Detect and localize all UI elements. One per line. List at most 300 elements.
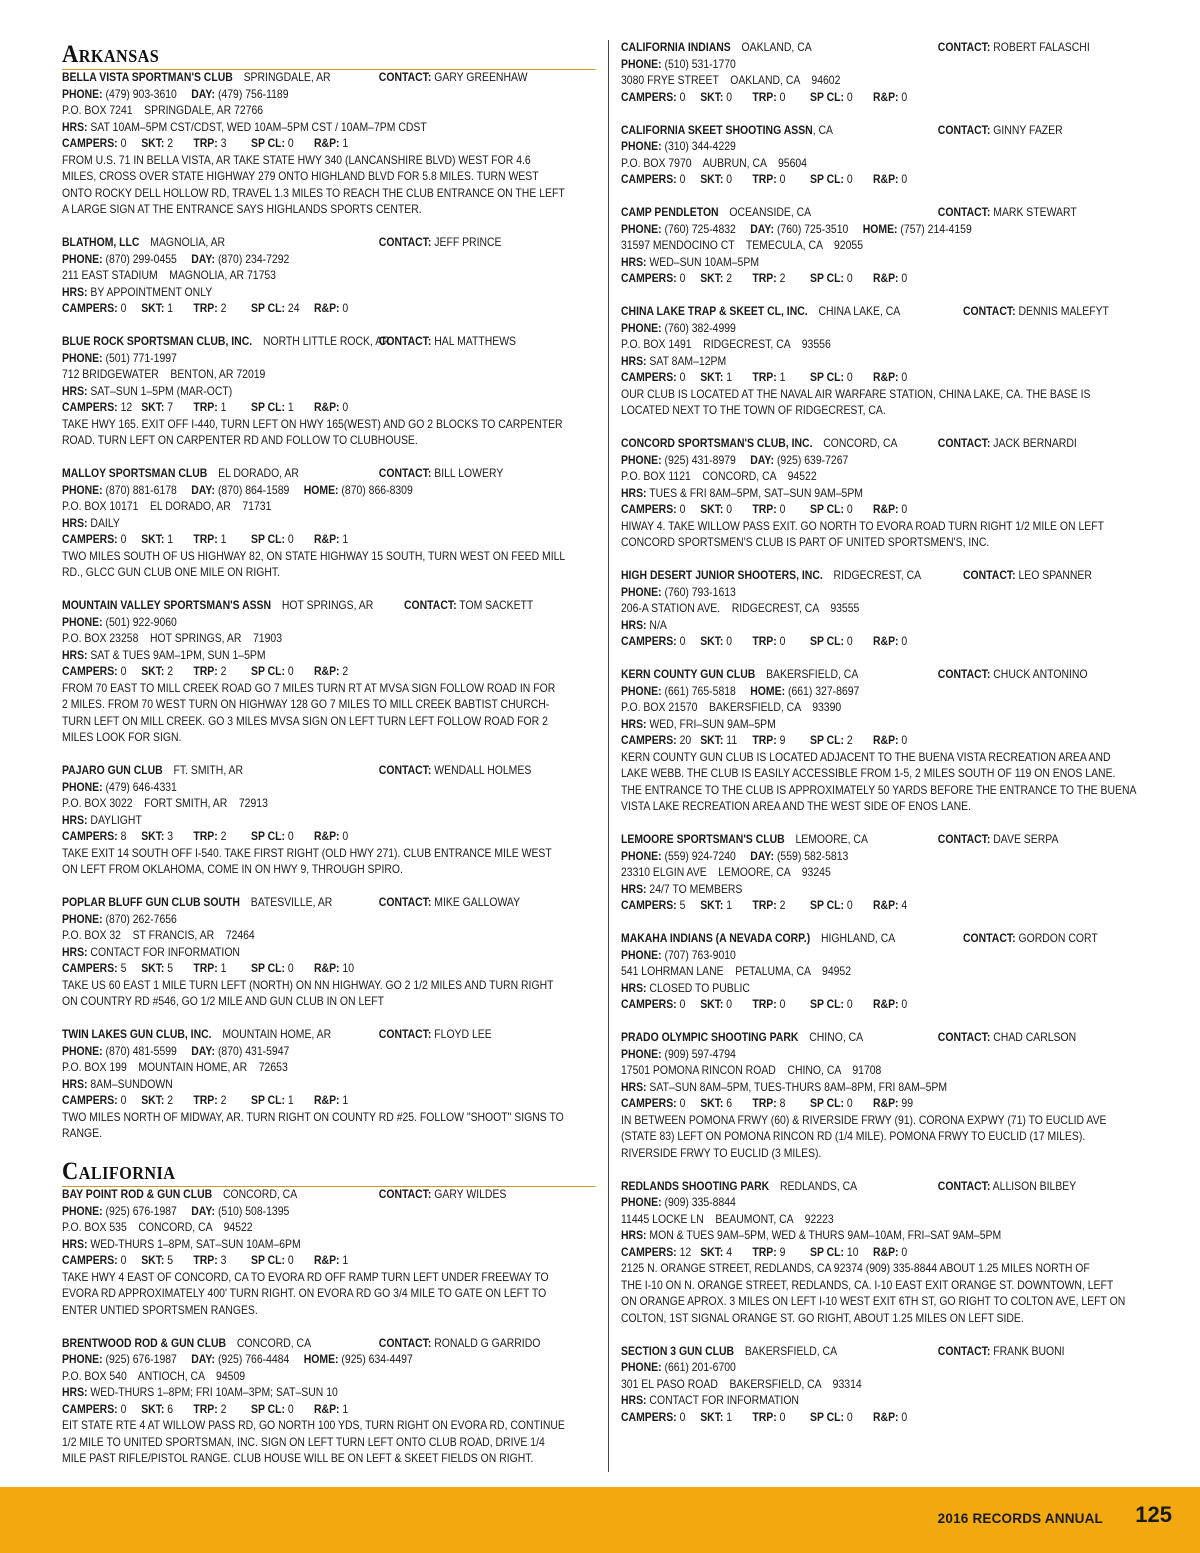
count-value: 0	[287, 533, 294, 546]
directions-line: ON LEFT FROM OKLAHOMA, COME IN ON HWY 9, THROUGH SPIRO.	[62, 863, 403, 876]
count-value: 5	[167, 1254, 174, 1267]
count-trp	[193, 400, 251, 417]
address-row	[62, 796, 596, 813]
left-column	[62, 40, 596, 1484]
count-value: 2	[167, 665, 174, 678]
field-label: PHONE:	[621, 222, 662, 236]
field-label: TRP:	[752, 998, 777, 1011]
field-label: TRP:	[752, 503, 777, 516]
club-city: BATESVILLE, AR	[250, 896, 333, 909]
count-skt	[700, 1410, 752, 1427]
field-label: SP CL:	[810, 1097, 845, 1110]
footer-bar	[0, 1487, 1200, 1553]
field-label: HRS:	[62, 1077, 88, 1091]
count-trp	[752, 1096, 810, 1113]
count-value: 0	[726, 90, 733, 104]
count-value: 0	[846, 371, 853, 384]
count-rp	[873, 502, 909, 519]
count-value: 0	[679, 635, 686, 648]
count-value: 24	[287, 302, 300, 315]
field-label: R&P:	[873, 90, 899, 104]
field-label: HRS:	[621, 486, 647, 500]
count-rp	[873, 370, 909, 387]
directions-line: RD., GLCC GUN CLUB ONE MILE ON RIGHT.	[62, 566, 280, 579]
field-label: SKT:	[700, 635, 724, 648]
club-address: P.O. BOX 21570 BAKERSFIELD, CA 93390	[621, 701, 842, 714]
hours-row	[621, 1393, 1155, 1410]
count-value: 0	[120, 137, 127, 150]
day-phone: (870) 234-7292	[217, 252, 290, 266]
count-rp	[314, 1093, 350, 1110]
contact-name: LEO SPANNER	[1018, 569, 1092, 582]
club-listing	[62, 895, 596, 1011]
field-label: CONTACT:	[937, 437, 991, 450]
field-label: SP CL:	[810, 734, 845, 747]
count-spcl	[251, 400, 314, 417]
field-label: R&P:	[314, 401, 340, 414]
count-spcl	[251, 829, 314, 846]
count-trp	[752, 90, 810, 107]
club-address: P.O. BOX 1491 RIDGECREST, CA 93556	[621, 338, 831, 351]
field-label: PHONE:	[621, 57, 662, 71]
phone-row	[62, 1352, 596, 1369]
count-value: 8	[120, 830, 127, 843]
count-value: 0	[679, 998, 686, 1011]
count-campers	[62, 136, 141, 153]
hours-row	[621, 255, 1155, 272]
count-skt	[141, 1093, 193, 1110]
phone-row	[62, 1044, 596, 1061]
club-contact	[404, 598, 533, 615]
club-address: P.O. BOX 3022 FORT SMITH, AR 72913	[62, 797, 268, 810]
hours-row	[62, 384, 596, 401]
count-value: 0	[901, 503, 908, 516]
fields-row	[62, 532, 596, 549]
field-label: SKT:	[700, 998, 724, 1011]
directions-line: ONTO ROCKY DELL HOLLOW RD, TRAVEL 1.3 MILES TO REACH THE CLUB ENTRANCE ON THE LEFT	[62, 186, 565, 200]
club-city: CONCORD, CA	[222, 1188, 298, 1201]
field-label: SKT:	[141, 665, 165, 678]
club-address: 23310 ELGIN AVE LEMOORE, CA 93245	[621, 866, 831, 879]
contact-name: CHUCK ANTONINO	[993, 668, 1088, 681]
count-trp	[752, 1245, 810, 1262]
fields-row	[621, 1410, 1155, 1427]
field-label: CONTACT:	[963, 569, 1016, 582]
count-campers	[62, 400, 141, 417]
club-hours: SAT–SUN 8AM–5PM, TUES-THURS 8AM–8PM, FRI 8AM–5PM	[649, 1080, 948, 1094]
count-spcl	[251, 301, 314, 318]
field-label: SKT:	[700, 503, 724, 516]
count-rp	[314, 532, 350, 549]
directions-line: LAKE WEBB. THE CLUB IS EASILY ACCESSIBLE FROM 1-5, 2 MILES SOUTH OF 119 ON ENOS LANE.	[621, 767, 1116, 780]
count-value: 1	[220, 401, 227, 414]
club-contact	[938, 123, 1063, 140]
contact-name: MIKE GALLOWAY	[434, 896, 521, 909]
field-label: HRS:	[62, 120, 88, 134]
club-hours: WED, FRI–SUN 9AM–5PM	[649, 717, 776, 731]
club-listing	[621, 667, 1155, 816]
fields-row	[62, 1402, 596, 1419]
field-label: R&P:	[314, 1402, 340, 1416]
field-label: SP CL:	[810, 173, 845, 186]
count-campers	[621, 1410, 700, 1427]
count-skt	[700, 90, 752, 107]
address-row	[621, 1063, 1155, 1080]
address-row	[62, 631, 596, 648]
count-campers	[621, 90, 700, 107]
directions-line: TAKE HWY 4 EAST OF CONCORD, CA TO EVORA RD OFF RAMP TURN LEFT UNDER FREEWAY TO	[62, 1270, 549, 1284]
phone-number: (925) 676-1987	[105, 1353, 177, 1366]
field-label: CAMPERS:	[62, 302, 118, 315]
fields-row	[621, 634, 1155, 651]
contact-name: ROBERT FALASCHI	[993, 41, 1090, 54]
count-trp	[752, 898, 810, 915]
fields-row	[621, 997, 1155, 1014]
field-label: CONTACT:	[963, 932, 1016, 945]
directions-line: CONCORD SPORTSMEN'S CLUB IS PART OF UNITED SPORTSMEN'S, INC.	[621, 536, 990, 549]
home-phone: (925) 634-4497	[341, 1353, 413, 1366]
field-label: DAY:	[191, 1353, 216, 1366]
count-value: 3	[220, 137, 227, 150]
field-label: SP CL:	[251, 962, 286, 975]
club-city: CHINO, CA	[809, 1031, 864, 1044]
directions-line: TAKE HWY 165. EXIT OFF I-440, TURN LEFT ON HWY 165(WEST) AND GO 2 BLOCKS TO CARPENTER	[62, 417, 563, 431]
count-spcl	[810, 997, 873, 1014]
count-spcl	[810, 172, 873, 189]
club-header-row	[621, 123, 1155, 140]
field-label: SP CL:	[251, 533, 286, 546]
count-spcl	[810, 898, 873, 915]
club-city: OCEANSIDE, CA	[729, 206, 812, 219]
contact-name: GARY WILDES	[434, 1188, 507, 1201]
club-contact	[938, 205, 1077, 222]
count-skt	[141, 532, 193, 549]
count-value: 8	[779, 1097, 786, 1110]
count-value: 1	[779, 371, 786, 384]
hours-row	[62, 1237, 596, 1254]
phone-number: (760) 793-1613	[664, 585, 736, 599]
field-label: CONTACT:	[937, 206, 991, 219]
club-listing	[62, 1336, 596, 1468]
count-value: 2	[220, 1094, 227, 1107]
count-value: 5	[120, 962, 127, 975]
field-label: PHONE:	[62, 780, 103, 794]
field-label: HRS:	[62, 945, 88, 959]
club-city: LEMOORE, CA	[795, 833, 868, 846]
field-label: TRP:	[193, 1094, 218, 1107]
count-skt	[141, 136, 193, 153]
club-header-row	[62, 1187, 596, 1204]
field-label: SP CL:	[251, 1094, 286, 1107]
count-value: 0	[901, 1245, 908, 1259]
count-skt	[700, 634, 752, 651]
count-skt	[700, 370, 752, 387]
field-label: SKT:	[700, 90, 724, 104]
address-row	[621, 73, 1155, 90]
field-label: CAMPERS:	[621, 1410, 677, 1424]
count-skt	[700, 898, 752, 915]
count-spcl	[251, 1402, 314, 1419]
hours-row	[621, 1228, 1155, 1245]
club-name: CALIFORNIA SKEET SHOOTING ASSN	[621, 123, 813, 137]
day-phone: (870) 431-5947	[217, 1044, 290, 1058]
count-campers	[621, 172, 700, 189]
count-skt	[141, 961, 193, 978]
field-label: SP CL:	[251, 137, 286, 150]
field-label: DAY:	[191, 1044, 216, 1058]
field-label: SP CL:	[251, 1402, 286, 1416]
field-label: SKT:	[141, 1402, 165, 1416]
directions-line: ON ORANGE APROX. 3 MILES ON LEFT I-10 WEST EXIT 6TH ST, GO RIGHT TO COLTON AVE, LEFT ON	[621, 1295, 1126, 1308]
field-label: CONTACT:	[378, 896, 432, 909]
phone-number: (707) 763-9010	[664, 948, 736, 962]
field-label: R&P:	[873, 899, 899, 912]
club-contact	[379, 466, 503, 483]
count-skt	[141, 1402, 193, 1419]
hours-row	[62, 813, 596, 830]
field-label: SP CL:	[810, 272, 845, 285]
club-contact	[379, 334, 516, 351]
count-value: 0	[120, 1094, 127, 1107]
count-trp	[193, 829, 251, 846]
field-label: TRP:	[193, 1402, 218, 1416]
field-label: SP CL:	[251, 665, 286, 678]
field-label: PHONE:	[621, 453, 662, 467]
field-label: PHONE:	[621, 849, 662, 863]
count-value: 0	[779, 90, 786, 104]
address-row	[62, 103, 596, 120]
count-value: 0	[342, 401, 349, 414]
phone-row	[621, 684, 1155, 701]
phone-row	[62, 780, 596, 797]
field-label: TRP:	[193, 665, 218, 678]
club-listing	[621, 205, 1155, 288]
count-value: 0	[287, 830, 294, 843]
directions-line: KERN COUNTY GUN CLUB IS LOCATED ADJACENT TO THE BUENA VISTA RECREATION AREA AND	[621, 750, 1111, 764]
count-value: 0	[846, 503, 853, 516]
count-value: 1	[342, 137, 349, 150]
field-label: DAY:	[750, 222, 775, 236]
club-listing	[621, 40, 1155, 106]
field-label: PHONE:	[62, 87, 103, 101]
count-value: 0	[679, 503, 686, 516]
club-header-row	[62, 1027, 596, 1044]
count-skt	[141, 1253, 193, 1270]
address-row	[621, 238, 1155, 255]
club-address: P.O. BOX 1121 CONCORD, CA 94522	[621, 470, 817, 483]
count-value: 20	[679, 734, 692, 747]
count-value: 0	[287, 665, 294, 678]
count-value: 0	[342, 830, 349, 843]
count-value: 0	[679, 90, 686, 104]
count-value: 1	[342, 533, 349, 546]
fields-row	[62, 829, 596, 846]
hours-row	[62, 285, 596, 302]
address-row	[621, 601, 1155, 618]
count-rp	[873, 733, 909, 750]
club-city: NORTH LITTLE ROCK, AR	[262, 335, 390, 348]
count-value: 6	[167, 1402, 174, 1416]
address-row	[621, 865, 1155, 882]
phone-row	[621, 57, 1155, 74]
field-label: SKT:	[700, 173, 724, 186]
club-contact	[963, 931, 1098, 948]
hours-row	[62, 945, 596, 962]
count-trp	[752, 271, 810, 288]
count-value: 3	[220, 1254, 227, 1267]
count-value: 2	[779, 272, 786, 285]
count-spcl	[251, 961, 314, 978]
field-label: CAMPERS:	[621, 1245, 677, 1259]
club-address: P.O. BOX 7241 SPRINGDALE, AR 72766	[62, 104, 264, 117]
club-header-row	[62, 235, 596, 252]
directions-line: OUR CLUB IS LOCATED AT THE NAVAL AIR WARFARE STATION, CHINA LAKE, CA. THE BASE IS	[621, 387, 1091, 401]
club-listing	[621, 1344, 1155, 1427]
field-label: SKT:	[700, 899, 724, 912]
count-value: 1	[287, 1094, 294, 1107]
count-value: 0	[287, 962, 294, 975]
field-label: CAMPERS:	[62, 1402, 118, 1416]
count-value: 10	[846, 1245, 859, 1259]
count-value: 2	[726, 272, 733, 285]
count-skt	[700, 172, 752, 189]
field-label: TRP:	[193, 1254, 218, 1267]
count-campers	[621, 1245, 700, 1262]
club-listing	[62, 598, 596, 747]
hours-row	[621, 882, 1155, 899]
count-value: 0	[120, 665, 127, 678]
club-city: BAKERSFIELD, CA	[744, 1344, 838, 1358]
club-hours: WED-THURS 1–8PM; FRI 10AM–3PM; SAT–SUN 10	[90, 1386, 338, 1399]
count-value: 2	[846, 734, 853, 747]
address-row	[621, 700, 1155, 717]
home-phone: (757) 214-4159	[900, 222, 972, 236]
count-value: 10	[342, 962, 355, 975]
count-campers	[62, 1253, 141, 1270]
club-name: BRENTWOOD ROD & GUN CLUB	[62, 1336, 227, 1350]
club-address: P.O. BOX 10171 EL DORADO, AR 71731	[62, 500, 272, 513]
count-value: 1	[342, 1254, 349, 1267]
home-phone: (661) 327-8697	[787, 684, 860, 698]
contact-name: JACK BERNARDI	[993, 437, 1077, 450]
field-label: HRS:	[62, 648, 88, 662]
club-contact	[379, 235, 502, 252]
club-listing	[62, 1027, 596, 1143]
field-label: PHONE:	[62, 615, 103, 629]
field-label: HRS:	[621, 981, 647, 995]
directions-line: TWO MILES SOUTH OF US HIGHWAY 82, ON STATE HIGHWAY 15 SOUTH, TURN WEST ON FEED MILL	[62, 549, 566, 563]
club-header-row	[621, 40, 1155, 57]
phone-row	[621, 948, 1155, 965]
count-campers	[621, 1096, 700, 1113]
phone-number: (925) 676-1987	[105, 1204, 177, 1218]
club-listing	[62, 235, 596, 318]
club-address: P.O. BOX 199 MOUNTAIN HOME, AR 72653	[62, 1061, 288, 1074]
field-label: SKT:	[700, 371, 724, 384]
count-rp	[314, 301, 350, 318]
count-campers	[621, 733, 700, 750]
club-city: OAKLAND, CA	[741, 41, 812, 54]
count-value: 0	[726, 998, 733, 1011]
field-label: CAMPERS:	[62, 1094, 118, 1107]
club-name: POPLAR BLUFF GUN CLUB SOUTH	[62, 896, 240, 909]
count-spcl	[251, 1093, 314, 1110]
field-label: R&P:	[873, 734, 899, 747]
day-phone: (925) 766-4484	[217, 1353, 290, 1366]
club-name: CALIFORNIA INDIANS	[621, 41, 731, 54]
field-label: HRS:	[621, 1229, 647, 1242]
count-value: 0	[846, 899, 853, 912]
field-label: PHONE:	[621, 585, 662, 599]
club-listing	[62, 70, 596, 219]
club-hours: SAT–SUN 1–5PM (MAR-OCT)	[90, 384, 233, 398]
count-value: 1	[726, 899, 733, 912]
field-label: HRS:	[62, 384, 88, 398]
count-spcl	[810, 370, 873, 387]
field-label: TRP:	[193, 962, 218, 975]
count-value: 0	[901, 635, 908, 648]
count-value: 0	[120, 533, 127, 546]
count-value: 5	[679, 899, 686, 912]
field-label: CAMPERS:	[621, 173, 677, 186]
field-label: HRS:	[621, 618, 647, 632]
count-trp	[193, 532, 251, 549]
count-value: 0	[120, 1402, 127, 1416]
phone-row	[621, 139, 1155, 156]
field-label: TRP:	[193, 830, 218, 843]
count-value: 0	[846, 635, 853, 648]
phone-number: (501) 922-9060	[105, 615, 177, 629]
hours-row	[621, 1080, 1155, 1097]
club-contact	[379, 1336, 541, 1353]
count-campers	[621, 997, 700, 1014]
count-trp	[752, 370, 810, 387]
fields-row	[621, 1245, 1155, 1262]
address-row	[62, 1060, 596, 1077]
field-label: R&P:	[314, 1094, 340, 1107]
count-spcl	[810, 1245, 873, 1262]
fields-row	[62, 400, 596, 417]
field-label: DAY:	[191, 87, 216, 101]
address-row	[621, 337, 1155, 354]
club-hours: DAILY	[90, 516, 120, 530]
club-address: P.O. BOX 23258 HOT SPRINGS, AR 71903	[62, 632, 283, 645]
count-value: 0	[779, 173, 786, 186]
club-header-row	[621, 667, 1155, 684]
field-label: CAMPERS:	[621, 272, 677, 285]
field-label: PHONE:	[621, 1361, 662, 1374]
club-city: FT. SMITH, AR	[173, 764, 244, 777]
club-hours: N/A	[649, 618, 667, 632]
contact-name: GINNY FAZER	[993, 123, 1063, 137]
club-hours: 24/7 TO MEMBERS	[649, 882, 743, 896]
count-trp	[752, 997, 810, 1014]
field-label: PHONE:	[62, 912, 103, 926]
count-trp	[193, 136, 251, 153]
field-label: SP CL:	[251, 401, 286, 414]
phone-row	[621, 585, 1155, 602]
count-skt	[700, 997, 752, 1014]
count-campers	[62, 664, 141, 681]
count-value: 0	[120, 1254, 127, 1267]
count-value: 0	[679, 1410, 686, 1424]
field-label: CONTACT:	[378, 236, 432, 249]
directions-line: EIT STATE RTE 4 AT WILLOW PASS RD, GO NORTH 100 YDS, TURN RIGHT ON EVORA RD, CONTINUE	[62, 1419, 565, 1432]
count-skt	[700, 733, 752, 750]
club-contact	[938, 1179, 1076, 1196]
contact-name: FLOYD LEE	[434, 1028, 492, 1041]
club-header-row	[621, 1344, 1155, 1361]
